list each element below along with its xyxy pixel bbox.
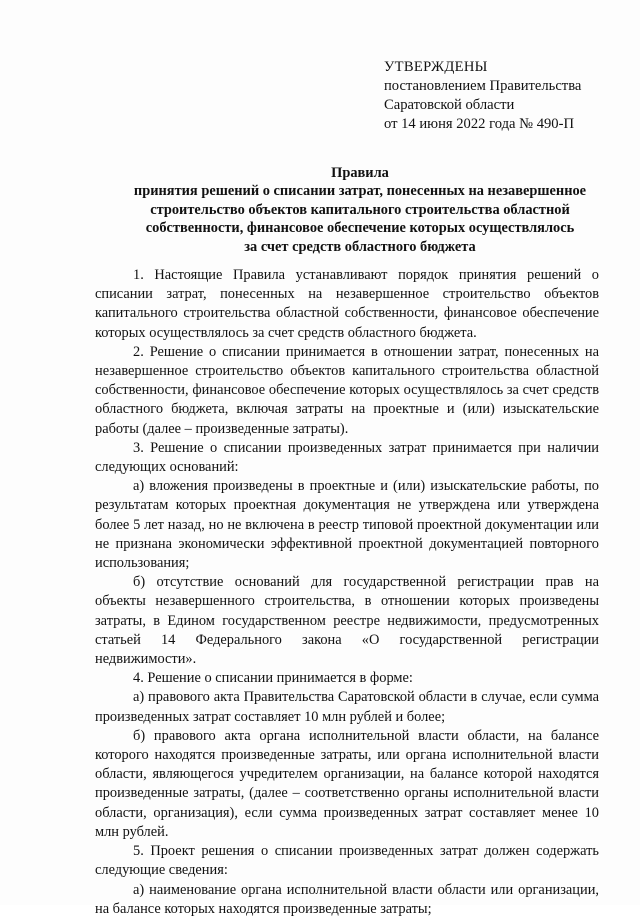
paragraph-3a: а) вложения произведены в проектные и (или) изыскательские работы, по результатам которых проектная документация не утверждена или утверждена более 5 лет назад, но не включена в реестр типовой проектной документации или не признана экономически эффективной проектной документацией повторного использования; [95,478,599,572]
paragraph-4a: а) правового акта Правительства Саратовской области в случае, если сумма произведенных затрат составляет 10 млн рублей и более; [95,689,599,725]
approved-line-3: от 14 июня 2022 года № 490-П [384,116,575,132]
paragraph-5: 5. Проект решения о списании произведенных затрат должен содержать следующие сведения: [95,843,599,879]
document-title [80,164,640,256]
title-line-5: за счет средств областного бюджета [244,238,476,255]
paragraph-1: 1. Настоящие Правила устанавливают порядок принятия решений о списании затрат, понесенных на незавершенное строительство объектов капитального строительства областной собственности, финансовое обеспечение которых осуществлялось за счет средств областного бюджета. [95,267,599,341]
document-body [95,266,599,919]
paragraph-3: 3. Решение о списании произведенных затрат принимается при наличии следующих оснований: [95,439,599,476]
paragraph-2: 2. Решение о списании принимается в отношении затрат, понесенных на незавершенное строительство объектов капитального строительства областной собственности, финансовое обеспечение которых осуществлялось за счет средств областного бюджета, включая затраты на проектные и (или) изыскательские работы (далее – произведенные затраты). [95,343,599,437]
paragraph-4b: б) правового акта органа исполнительной власти области, на балансе которого находятся произведенные затраты, или органа исполнительной власти области, являющегося учредителем организации, на балансе которой находятся произведенные затраты, (далее – соответственно органы исполнительной власти области, организация), если сумма произведенных затрат составляет менее 10 млн рублей. [95,727,599,840]
approved-heading: УТВЕРЖДЕНЫ [384,59,488,75]
approved-line-2: Саратовской области [384,97,515,113]
title-line-1: Правила [331,165,389,181]
approval-stamp [384,58,624,134]
approved-line-1: постановлением Правительства [384,78,582,94]
title-line-3: строительство объектов капитального строительства областной [150,201,570,218]
paragraph-3b: б) отсутствие оснований для государственной регистрации прав на объекты незавершенного строительства, в отношении которых произведены затраты, в Едином государственном реестре недвижимости, предусмотренных статьей 14 Федерального закона «О государственной регистрации недвижимости». [95,574,599,668]
paragraph-4: 4. Решение о списании принимается в форме: [133,670,413,687]
paragraph-5a: а) наименование органа исполнительной власти области или организации, на балансе которых находятся произведенные затраты; [95,881,599,917]
title-line-2: принятия решений о списании затрат, понесенных на незавершенное [133,183,587,200]
title-line-4: собственности, финансовое обеспечение которых осуществлялось [145,220,575,237]
